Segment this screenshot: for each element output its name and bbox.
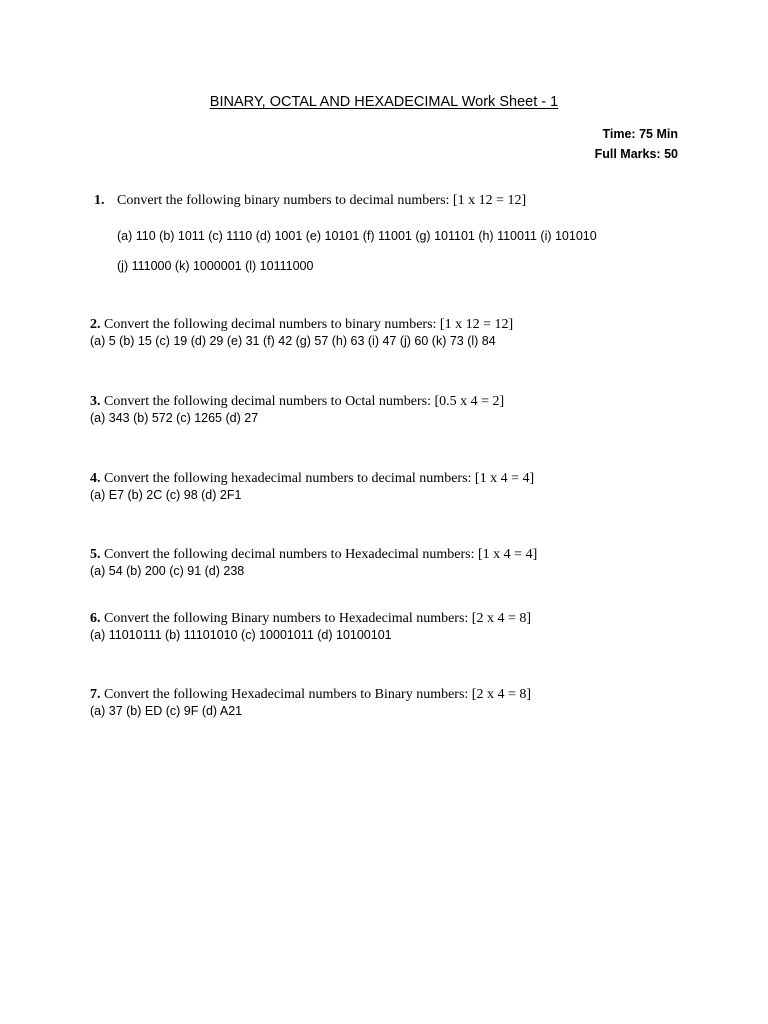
page-title: BINARY, OCTAL AND HEXADECIMAL Work Sheet - 1 — [209, 94, 559, 110]
question-5-prompt: Convert the following decimal numbers to Hexadecimal numbers: [1 x 4 = 4] — [104, 547, 538, 562]
question-5 — [90, 547, 537, 579]
question-1-items-line-2: (j) 111000 (k) 1000001 (l) 10111000 — [117, 259, 314, 273]
question-2 — [90, 317, 513, 349]
question-4-number: 4. — [90, 471, 101, 486]
question-7 — [90, 687, 531, 719]
full-marks-info — [595, 147, 678, 161]
question-1-number: 1. — [94, 193, 105, 208]
question-3-prompt: Convert the following decimal numbers to Octal numbers: [0.5 x 4 = 2] — [104, 394, 505, 409]
question-3-header — [90, 394, 504, 410]
time-info — [602, 127, 678, 141]
question-4-prompt: Convert the following hexadecimal numbers to decimal numbers: [1 x 4 = 4] — [104, 471, 535, 486]
question-2-items: (a) 5 (b) 15 (c) 19 (d) 29 (e) 31 (f) 42 (g) 57 (h) 63 (i) 47 (j) 60 (k) 73 (l) 84 — [90, 334, 496, 348]
question-3 — [90, 394, 504, 426]
question-1-items-line-1: (a) 110 (b) 1011 (c) 1110 (d) 1001 (e) 10101 (f) 11001 (g) 101101 (h) 110011 (i) 101010 — [117, 229, 597, 243]
question-7-number: 7. — [90, 687, 101, 702]
question-2-number: 2. — [90, 317, 101, 332]
question-6-prompt: Convert the following Binary numbers to Hexadecimal numbers: [2 x 4 = 8] — [104, 611, 532, 626]
question-3-number: 3. — [90, 394, 101, 409]
question-4-header — [90, 471, 534, 487]
question-6-items: (a) 11010111 (b) 11101010 (c) 10001011 (d) 10100101 — [90, 628, 392, 642]
full-marks-label: Full Marks: — [594, 147, 661, 161]
question-7-header — [90, 687, 531, 703]
question-5-header — [90, 547, 537, 563]
question-2-prompt: Convert the following decimal numbers to binary numbers: [1 x 12 = 12] — [104, 317, 514, 332]
question-6 — [90, 611, 531, 643]
question-2-header — [90, 317, 513, 333]
question-3-items: (a) 343 (b) 572 (c) 1265 (d) 27 — [90, 411, 259, 425]
question-5-number: 5. — [90, 547, 101, 562]
question-7-prompt: Convert the following Hexadecimal numbers to Binary numbers: [2 x 4 = 8] — [104, 687, 532, 702]
question-6-number: 6. — [90, 611, 101, 626]
question-6-header — [90, 611, 531, 627]
full-marks-value: 50 — [664, 147, 678, 161]
question-5-items: (a) 54 (b) 200 (c) 91 (d) 238 — [90, 564, 245, 578]
question-7-items: (a) 37 (b) ED (c) 9F (d) A21 — [90, 704, 243, 718]
question-1-prompt: Convert the following binary numbers to decimal numbers: [1 x 12 = 12] — [117, 193, 527, 208]
time-label: Time: — [602, 127, 636, 141]
question-4-items: (a) E7 (b) 2C (c) 98 (d) 2F1 — [90, 488, 242, 502]
time-value: 75 Min — [639, 127, 678, 141]
question-4 — [90, 471, 534, 503]
